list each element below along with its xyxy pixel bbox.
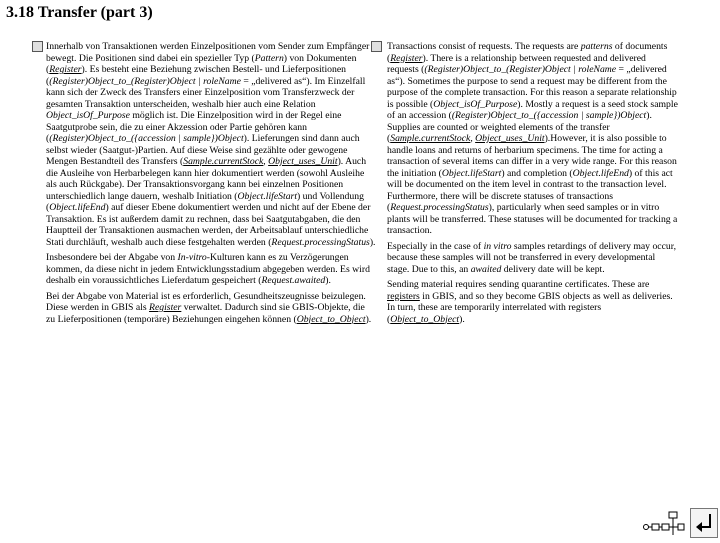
term: (Register)Object_to_({accession | sample})Object	[451, 110, 647, 121]
object-to-object-link[interactable]: Object_to_Object	[390, 313, 460, 325]
term: (Register)Object_to_({accession | sample})Object	[49, 133, 244, 144]
register-link[interactable]: Register	[149, 302, 182, 313]
term: Object_isOf_Purpose	[46, 110, 130, 121]
term: Request.processingStatus	[390, 202, 489, 213]
object-to-object-link[interactable]: Object_to_Object	[296, 313, 366, 325]
term: (Register)Object_to_(Register)Object | roleName	[424, 64, 617, 75]
page-title: 3.18 Transfer (part 3)	[6, 4, 153, 21]
return-arrow-icon	[691, 509, 717, 537]
paragraph-marker	[371, 41, 382, 52]
german-paragraph-1: Innerhalb von Transaktionen werden Einzelpositionen vom Sender zum Empfänger bewegt. Die Positionen sind dabei ein spezieller Typ (Pattern) von Dokumenten (Register). Es besteht eine Beziehung zwischen Bestell- und Lieferpositionen ((Register)Object_to_(Register)Object | roleName = „delivered as“). Im Einzelfall kann sich der Zweck des Transfers einer Einzelposition vom Transferzweck der gesamten Transaktion unterscheiden, weshalb hier auch eine Relation Object_isOf_Purpose möglich ist. Die Einzelposition wird in der Regel eine Saatgutprobe sein, die zu einer Akzession oder Partie gehören kann ((Register)Object_to_({accession | sample})Object). Lieferungen sind dann auch selbst wieder (Saatgut-)Partien. Auf diese Weise sind gezählte oder gewogene Mengen Bestandteil des Transfers (Sample.currentStock, Object_uses_Unit). Auch die Ausleihe von Herbarbelegen kann hier dokumentiert werden (sowohl Ausleihe als auch Rückgabe). Der Transaktionsvorgang kann bei einzelnen Positionen unterschiedlich lange dauern, weshalb Initiation (Object.lifeStart) und Vollendung (Object.lifeEnd) auf dieser Ebene dokumentiert werden und nicht auf der Ebene der Transaktion. Es ist außerdem damit zu rechnen, dass bei Saatgutabgaben, die den Hauptteil der Transaktionen ausmachen werden, der Arbeitsablauf unterschiedliche Stati durchläuft, weshalb auch diese festgehalten werden (Request.processingStatus).	[46, 41, 376, 248]
sample-current-stock-link[interactable]: Sample.currentStock	[390, 133, 471, 144]
object-uses-unit-link[interactable]: Object_uses_Unit	[475, 133, 545, 144]
term: awaited	[470, 263, 502, 275]
german-paragraph-3: Bei der Abgabe von Material ist es erforderlich, Gesundheitszeugnisse beizulegen. Diese werden in GBIS als Register verwaltet. Dadurch sind sie GBIS-Objekte, die zu Lieferpositionen (temporäre) Beziehungen eingehen können (Object_to_Object).	[46, 290, 372, 325]
sample-current-stock-link[interactable]: Sample.currentStock	[183, 156, 264, 167]
paragraph-marker	[32, 41, 43, 52]
diagram-icon	[640, 508, 686, 538]
register-link[interactable]: Register	[49, 64, 82, 75]
term: Request.processingStatus	[271, 236, 370, 248]
term: Pattern	[254, 52, 284, 64]
back-nav-button[interactable]	[690, 508, 718, 538]
english-paragraph-1: Transactions consist of requests. The requests are patterns of documents (Register). There is a relationship between requested and delivered requests ((Register)Object_to_(Register)Object | roleName = „delivered as“). Sometimes the purpose to send a request may be different from the purpose of the complete transaction. For this reason a separate relationship is possible (Object_isOf_Purpose). Mostly a request is a seed stock sample of an accession ((Register)Object_to_({accession | sample})Object). Supplies are counted or weighted elements of the transfer (Sample.currentStock, Object_uses_Unit).However, it is also possible to handle loans and returns of herbarium specimens. The time for acting a transaction of several items can differ in a very wide range. For this reason the initiation (Object.lifeStart) and completion (Object.lifeEnd) of this act will be documented on the item level in contrast to the transaction level. Furthermore, there will be discrete statuses of transactions (Request.processingStatus), particularly when seed samples or in vitro plants will be transferred. These statuses will be documented for tracking a transaction.	[387, 41, 678, 236]
diagram-nav-button[interactable]	[640, 508, 686, 538]
term: Object_isOf_Purpose	[433, 98, 518, 110]
register-link[interactable]: Register	[390, 52, 423, 64]
english-paragraph-3: Sending material requires sending quarantine certificates. These are registers in GBIS, and so they become GBIS objects as well as deliveries. In turn, these are temporarily interrelated with registers (Object_to_Object).	[387, 279, 673, 325]
term: (Register)Object_to_(Register)Object | roleName	[49, 75, 241, 87]
english-column	[387, 41, 679, 329]
german-paragraph-2: Insbesondere bei der Abgabe von In-vitro-Kulturen kann es zu Verzögerungen kommen, da diese nicht in jedem Entwicklungsstadium abgegeben werden. Es wird deshalb ein voraussichtliches Lieferdatum gespeichert (Request.awaited).	[46, 252, 370, 286]
term: Object.lifeStart	[237, 190, 298, 202]
term: In-vitro	[177, 252, 207, 263]
term: patterns	[580, 41, 613, 52]
term: in vitro	[483, 240, 512, 252]
english-paragraph-2: Especially in the case of in vitro samples retardings of delivery may occur, because these samples will not be transferred in every developmental stage. Due to this, an awaited delivery date will be kept.	[387, 240, 676, 275]
german-column	[46, 41, 376, 329]
term: Object.lifeEnd	[572, 167, 629, 179]
term: Request.awaited	[261, 275, 326, 286]
term: Object.lifeStart	[441, 167, 502, 179]
term: Object.lifeEnd	[49, 202, 106, 213]
registers-link[interactable]: registers	[387, 290, 420, 302]
object-uses-unit-link[interactable]: Object_uses_Unit	[268, 156, 338, 167]
